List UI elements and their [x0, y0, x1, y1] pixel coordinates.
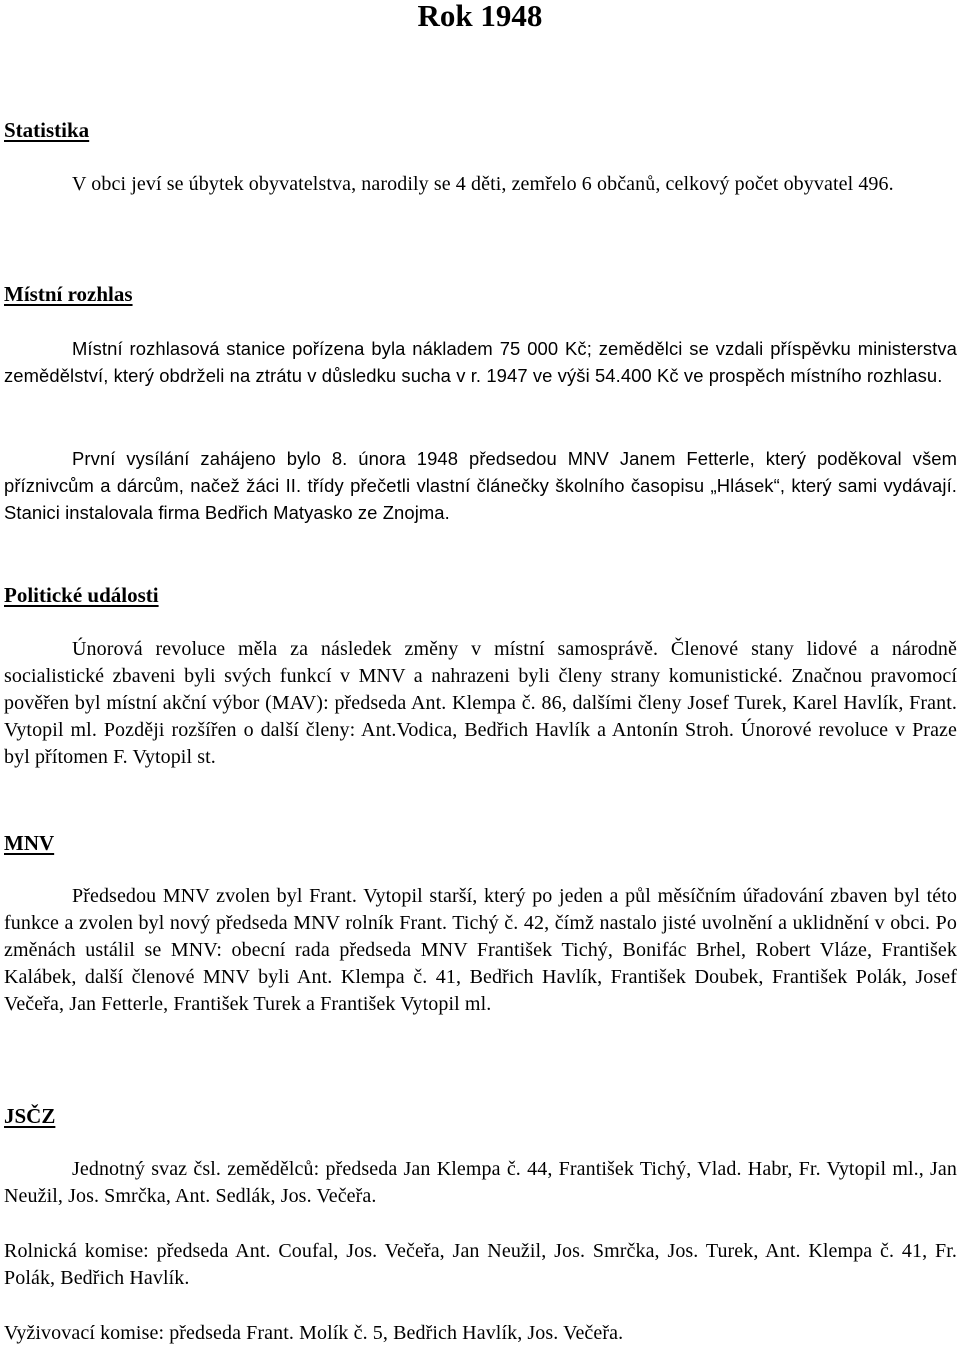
section-heading-mnv: MNV [4, 831, 55, 855]
section-heading-politicke: Politické události [4, 583, 159, 607]
paragraph-rolnicka-komise: Rolnická komise: předseda Ant. Coufal, Jos. Večeřa, Jan Neužil, Jos. Smrčka, Jos. Turek, Ant. Klempa č. 41, Fr. Polák, Bedřich Havlík. [4, 1240, 957, 1289]
paragraph-rozhlas-cost: Místní rozhlasová stanice pořízena byla nákladem 75 000 Kč; zemědělci se vzdali příspěvku ministerstva zemědělství, který obdrželi na ztrátu v důsledku sucha v r. 1947 ve výši 54.400 Kč ve prospěch místního rozhlasu. [4, 338, 957, 386]
section-heading-jscz: JSČZ [4, 1104, 56, 1128]
paragraph-mnv: Předsedou MNV zvolen byl Frant. Vytopil starší, který po jeden a půl měsíčním úřadování zbaven byl této funkce a zvolen byl nový předseda MNV rolník Frant. Tichý č. 42, čímž nastalo jisté uvolnění a uklidnění v obci. Po změnách ustálil se MNV: obecní rada předseda MNV František Tichý, Bonifác Brhel, Robert Vláze, František Kalábek, další členové MNV byli Ant. Klempa č. 41, Bedřich Havlík, František Doubek, František Polák, Josef Večeřa, Jan Fetterle, František Turek a František Vytopil ml. [4, 885, 957, 1015]
section-heading-statistika: Statistika [4, 118, 90, 142]
paragraph-rozhlas-first-broadcast: První vysílání zahájeno bylo 8. února 1948 předsedou MNV Janem Fetterle, který poděkoval všem příznivcům a dárcům, načež žáci II. třídy přečetli vlastní článečky školního časopisu „Hlásek“, který sami vydávají. Stanici instalovala firma Bedřich Matyasko ze Znojma. [4, 448, 957, 523]
paragraph-politicke: Únorová revoluce měla za následek změny v místní samosprávě. Členové stany lidové a národně socialistické zbaveni byli svých funkcí v MNV a nahrazeni byli členy strany komunistické. Značnou pravomocí pověřen byl místní akční výbor (MAV): předseda Ant. Klempa č. 86, dalšími členy Josef Turek, Karel Havlík, Frant. Vytopil ml. Později rozšířen o další členy: Ant.Vodica, Bedřich Havlík a Antonín Stroh. Únorové revoluce v Praze byl přítomen F. Vytopil st. [4, 638, 957, 768]
paragraph-jscz-members: Jednotný svaz čsl. zemědělců: předseda Jan Klempa č. 44, František Tichý, Vlad. Habr, Fr. Vytopil ml., Jan Neužil, Jos. Smrčka, Ant. Sedlák, Jos. Večeřa. [4, 1158, 957, 1207]
paragraph-vyzivovaci-komise: Vyživovací komise: předseda Frant. Molík č. 5, Bedřich Havlík, Jos. Večeřa. [4, 1322, 624, 1344]
section-heading-rozhlas: Místní rozhlas [4, 282, 133, 306]
page-title: Rok 1948 [417, 0, 543, 33]
paragraph-statistika: V obci jeví se úbytek obyvatelstva, narodily se 4 děti, zemřelo 6 občanů, celkový počet obyvatel 496. [72, 173, 894, 195]
